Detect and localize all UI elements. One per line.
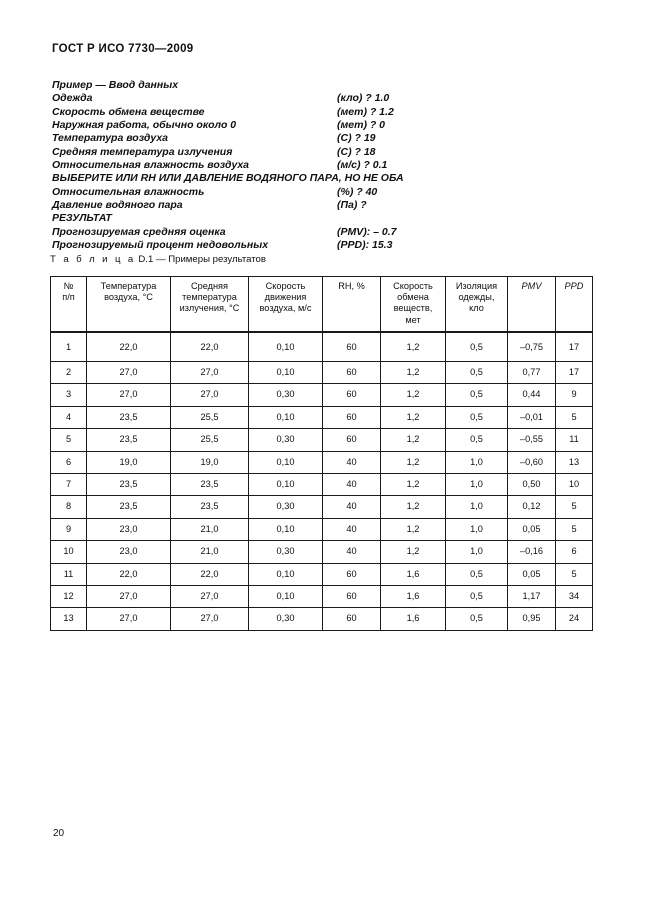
table-header-line: воздуха, м/с [259,303,312,314]
table-cell: 0,05 [508,563,556,585]
table-header-line: Скорость [265,281,306,291]
table-header-line: PPD [564,281,584,291]
table-header-line: одежды, [458,292,495,303]
table-cell: 8 [51,496,87,518]
listing-label: Наружная работа, обычно около 0 [52,119,237,132]
table-cell: 5 [556,496,593,518]
table-cell: 0,12 [508,496,556,518]
table-cell: 23,5 [87,429,171,451]
listing-row [52,92,597,105]
table-cell: 40 [323,474,381,496]
table-row [51,406,593,428]
table-header-cell [171,277,249,333]
table-header-cell [381,277,446,333]
table-cell: 0,10 [249,586,323,608]
listing-label: РЕЗУЛЬТАТ [52,212,112,225]
table-cell: 6 [556,541,593,563]
table-row [51,563,593,585]
table-cell: 60 [323,362,381,384]
table-cell: 3 [51,384,87,406]
table-row [51,474,593,496]
listing-row [52,132,597,145]
table-cell: 1,2 [381,406,446,428]
table-cell: 22,0 [171,563,249,585]
table-header-line: мет [405,314,421,325]
table-cell: 0,10 [249,451,323,473]
table-cell: 1,6 [381,586,446,608]
listing-value: (PPD): 15.3 [337,239,393,252]
table-cell: 22,0 [87,563,171,585]
table-cell: 23,5 [87,496,171,518]
table-cell: 27,0 [171,384,249,406]
table-row [51,608,593,630]
table-cell: 60 [323,332,381,362]
table-cell: 1,6 [381,608,446,630]
table-caption-dash: — [155,254,166,265]
listing-row [52,186,597,199]
table-cell: 23,5 [87,406,171,428]
listing-value: (кло) ? 1.0 [337,92,390,105]
table-cell: 25,5 [171,429,249,451]
table-cell: 9 [51,518,87,540]
table-cell: 2 [51,362,87,384]
table-cell: 1,2 [381,332,446,362]
table-header-line: температура [182,292,237,303]
table-header-cell [446,277,508,333]
table-row [51,429,593,451]
listing-label: Пример — Ввод данных [52,79,179,91]
table-header-cell [508,277,556,333]
listing-label: Прогнозируемый процент недовольных [52,239,269,252]
listing-row [52,119,597,132]
table-cell: 0,10 [249,332,323,362]
table-cell: 1,0 [446,451,508,473]
results-table-wrapper [50,276,592,631]
table-cell: 21,0 [171,518,249,540]
table-cell: –0,55 [508,429,556,451]
table-cell: 11 [556,429,593,451]
listing-row [52,159,597,172]
listing-value: (м/с) ? 0.1 [337,159,388,172]
table-cell: 0,30 [249,541,323,563]
table-cell: 0,5 [446,429,508,451]
page-number: 20 [53,828,65,839]
table-header-line: п/п [62,292,75,303]
table-cell: 1,6 [381,563,446,585]
table-cell: 23,5 [87,474,171,496]
table-cell: 1,0 [446,541,508,563]
table-cell: 21,0 [171,541,249,563]
table-cell: 23,5 [171,474,249,496]
table-cell: –0,01 [508,406,556,428]
table-cell: 27,0 [87,362,171,384]
listing-value: (PMV): – 0.7 [337,225,397,238]
table-cell: 25,5 [171,406,249,428]
table-header-row [51,277,593,333]
table-cell: 1,2 [381,384,446,406]
example-input-listing [52,79,597,252]
table-header-cell [51,277,87,333]
table-cell: 0,5 [446,608,508,630]
table-cell: 60 [323,429,381,451]
listing-value: (С) ? 19 [337,132,376,145]
table-cell: 17 [556,332,593,362]
listing-label: Средняя температура излучения [52,145,233,158]
table-cell: 11 [51,563,87,585]
table-cell: 1,0 [446,474,508,496]
table-header-line: кло [469,303,484,314]
listing-value: (%) ? 40 [337,185,378,198]
table-cell: 10 [51,541,87,563]
table-cell: 1,17 [508,586,556,608]
listing-label: Относительная влажность [52,185,205,198]
table-cell: 12 [51,586,87,608]
table-cell: 13 [556,451,593,473]
table-header-line: излучения, °С [179,303,240,314]
table-cell: 1,2 [381,518,446,540]
table-cell: 60 [323,384,381,406]
listing-row [52,226,597,239]
listing-value: (Па) ? [337,199,367,212]
table-caption-number: D.1 [138,254,154,265]
table-cell: 60 [323,586,381,608]
table-cell: 0,5 [446,384,508,406]
table-cell: 1,2 [381,474,446,496]
table-row [51,384,593,406]
table-header-line: обмена [397,292,429,303]
table-row [51,586,593,608]
table-cell: 1,2 [381,362,446,384]
table-cell: 0,50 [508,474,556,496]
table-cell: 60 [323,563,381,585]
table-header-line: Средняя [190,281,229,291]
table-cell: 40 [323,518,381,540]
listing-label: Скорость обмена веществе [52,105,205,118]
table-cell: 23,0 [87,541,171,563]
table-row [51,541,593,563]
table-header-line: Скорость [393,281,433,291]
listing-label: ВЫБЕРИТЕ ИЛИ RH ИЛИ ДАВЛЕНИЕ ВОДЯНОГО ПАРА, НО НЕ ОБА [52,172,404,185]
table-cell: 19,0 [171,451,249,473]
table-cell: 7 [51,474,87,496]
table-cell: 10 [556,474,593,496]
table-cell: 27,0 [171,608,249,630]
table-cell: 1,2 [381,541,446,563]
table-cell: 5 [556,563,593,585]
table-cell: 1,0 [446,496,508,518]
table-cell: –0,75 [508,332,556,362]
table-cell: 5 [556,406,593,428]
table-cell: 27,0 [171,586,249,608]
table-cell: 0,95 [508,608,556,630]
table-cell: 1,2 [381,429,446,451]
table-cell: 24 [556,608,593,630]
table-header-cell [556,277,593,333]
table-cell: 0,10 [249,563,323,585]
listing-row [52,239,597,252]
results-table-body [51,332,593,630]
table-header-line: Температура [100,281,157,291]
table-cell: 60 [323,406,381,428]
table-cell: 0,05 [508,518,556,540]
table-cell: 9 [556,384,593,406]
listing-row [52,212,597,225]
table-header-line: № [63,281,74,291]
listing-row [52,199,597,212]
table-header-line: RH, % [338,281,365,291]
table-cell: 0,5 [446,406,508,428]
table-cell: 0,5 [446,586,508,608]
table-header-line: PMV [521,281,542,291]
table-cell: 0,30 [249,429,323,451]
table-header-cell [323,277,381,333]
listing-label: Одежда [52,92,93,105]
table-row [51,362,593,384]
table-cell: 22,0 [87,332,171,362]
table-cell: 0,30 [249,608,323,630]
table-cell: 0,30 [249,496,323,518]
table-cell: 0,5 [446,332,508,362]
listing-value: (мет) ? 0 [337,119,386,132]
table-cell: 40 [323,451,381,473]
table-header-line: Изоляция [455,281,498,291]
table-caption [50,254,266,265]
table-header-cell [249,277,323,333]
table-cell: 23,0 [87,518,171,540]
table-cell: 27,0 [87,586,171,608]
table-cell: 4 [51,406,87,428]
table-cell: 1,0 [446,518,508,540]
results-table-head [51,277,593,333]
results-table [50,276,593,631]
table-cell: 34 [556,586,593,608]
table-caption-prefix: Т а б л и ц а [50,254,136,265]
table-caption-title: Примеры результатов [168,254,266,265]
table-cell: 40 [323,496,381,518]
table-cell: 0,10 [249,362,323,384]
table-header-cell [87,277,171,333]
table-cell: 27,0 [87,384,171,406]
table-cell: 0,10 [249,474,323,496]
table-cell: 0,5 [446,563,508,585]
table-cell: 27,0 [171,362,249,384]
table-cell: 0,77 [508,362,556,384]
table-cell: 1,2 [381,496,446,518]
table-cell: –0,16 [508,541,556,563]
table-cell: –0,60 [508,451,556,473]
listing-value: (мет) ? 1.2 [337,105,394,118]
listing-label: Температура воздуха [52,132,168,145]
table-cell: 27,0 [87,608,171,630]
table-cell: 40 [323,541,381,563]
table-header-line: веществ, [393,303,433,314]
table-row [51,332,593,362]
listing-label: Давление водяного пара [52,199,183,212]
listing-value: (С) ? 18 [337,145,376,158]
table-cell: 0,10 [249,518,323,540]
listing-row [52,106,597,119]
table-cell: 6 [51,451,87,473]
table-cell: 0,5 [446,362,508,384]
table-cell: 0,44 [508,384,556,406]
table-cell: 1,2 [381,451,446,473]
table-cell: 5 [51,429,87,451]
standard-header: ГОСТ Р ИСО 7730—2009 [52,43,194,55]
table-cell: 19,0 [87,451,171,473]
table-cell: 17 [556,362,593,384]
listing-row [52,172,597,185]
table-cell: 13 [51,608,87,630]
table-cell: 22,0 [171,332,249,362]
listing-row [52,79,597,92]
table-cell: 1 [51,332,87,362]
table-cell: 23,5 [171,496,249,518]
listing-label: Прогнозируемая средняя оценка [52,225,226,238]
table-header-line: воздуха, °С [104,292,153,303]
table-row [51,496,593,518]
table-row [51,518,593,540]
table-cell: 0,10 [249,406,323,428]
table-cell: 60 [323,608,381,630]
table-row [51,451,593,473]
listing-label: Относительная влажность воздуха [52,159,249,172]
listing-row [52,146,597,159]
table-cell: 5 [556,518,593,540]
table-header-line: движения [264,292,307,303]
table-cell: 0,30 [249,384,323,406]
